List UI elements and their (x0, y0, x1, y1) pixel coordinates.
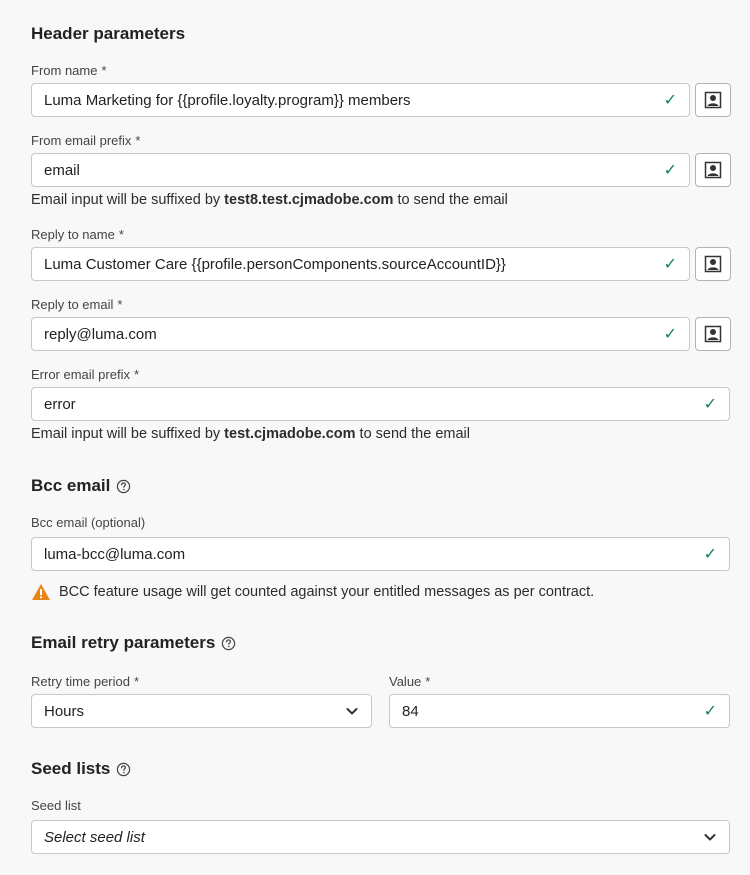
check-icon: ✓ (703, 703, 717, 720)
personalization-button[interactable] (695, 83, 731, 117)
personalization-button[interactable] (695, 153, 731, 187)
chevron-down-icon (703, 830, 717, 844)
check-icon: ✓ (703, 396, 717, 413)
header-parameters-heading: Header parameters (31, 24, 186, 43)
personalization-icon (704, 325, 722, 343)
personalization-icon (704, 91, 722, 109)
retry-time-period-label: Retry time period * (31, 674, 140, 689)
check-icon: ✓ (703, 546, 717, 563)
bcc-warning: BCC feature usage will get counted against your entitled messages as per contract. (31, 583, 594, 601)
from-email-prefix-field[interactable]: email ✓ (31, 153, 690, 187)
email-retry-heading: Email retry parameters (31, 633, 236, 653)
help-icon[interactable] (221, 636, 236, 651)
personalization-button[interactable] (695, 247, 731, 281)
from-name-label: From name * (31, 63, 107, 78)
error-email-prefix-field[interactable]: error ✓ (31, 387, 730, 421)
check-icon: ✓ (663, 256, 677, 273)
retry-value-field[interactable]: 84 ✓ (389, 694, 730, 728)
personalization-icon (704, 161, 722, 179)
chevron-down-icon (345, 704, 359, 718)
seed-lists-heading: Seed lists (31, 759, 131, 779)
error-email-prefix-label: Error email prefix * (31, 367, 140, 382)
seed-list-label: Seed list (31, 798, 81, 813)
from-email-prefix-label: From email prefix * (31, 133, 141, 148)
help-icon[interactable] (116, 479, 131, 494)
personalization-icon (704, 255, 722, 273)
bcc-email-label: Bcc email (optional) (31, 515, 146, 530)
bcc-email-field[interactable]: luma-bcc@luma.com ✓ (31, 537, 730, 571)
check-icon: ✓ (663, 326, 677, 343)
retry-time-period-select[interactable]: Hours (31, 694, 372, 728)
personalization-button[interactable] (695, 317, 731, 351)
check-icon: ✓ (663, 92, 677, 109)
reply-to-name-label: Reply to name * (31, 227, 124, 242)
warning-icon (31, 583, 51, 601)
error-email-suffix-hint: Email input will be suffixed by test.cjmadobe.com to send the email (31, 426, 470, 442)
from-name-field[interactable]: Luma Marketing for {{profile.loyalty.program}} members ✓ (31, 83, 690, 117)
reply-to-email-field[interactable]: reply@luma.com ✓ (31, 317, 690, 351)
help-icon[interactable] (116, 762, 131, 777)
reply-to-email-label: Reply to email * (31, 297, 123, 312)
seed-list-select[interactable]: Select seed list (31, 820, 730, 854)
check-icon: ✓ (663, 162, 677, 179)
retry-value-label: Value * (389, 674, 431, 689)
reply-to-name-field[interactable]: Luma Customer Care {{profile.personComponents.sourceAccountID}} ✓ (31, 247, 690, 281)
from-email-suffix-hint: Email input will be suffixed by test8.test.cjmadobe.com to send the email (31, 192, 508, 208)
bcc-email-heading: Bcc email (31, 476, 131, 496)
